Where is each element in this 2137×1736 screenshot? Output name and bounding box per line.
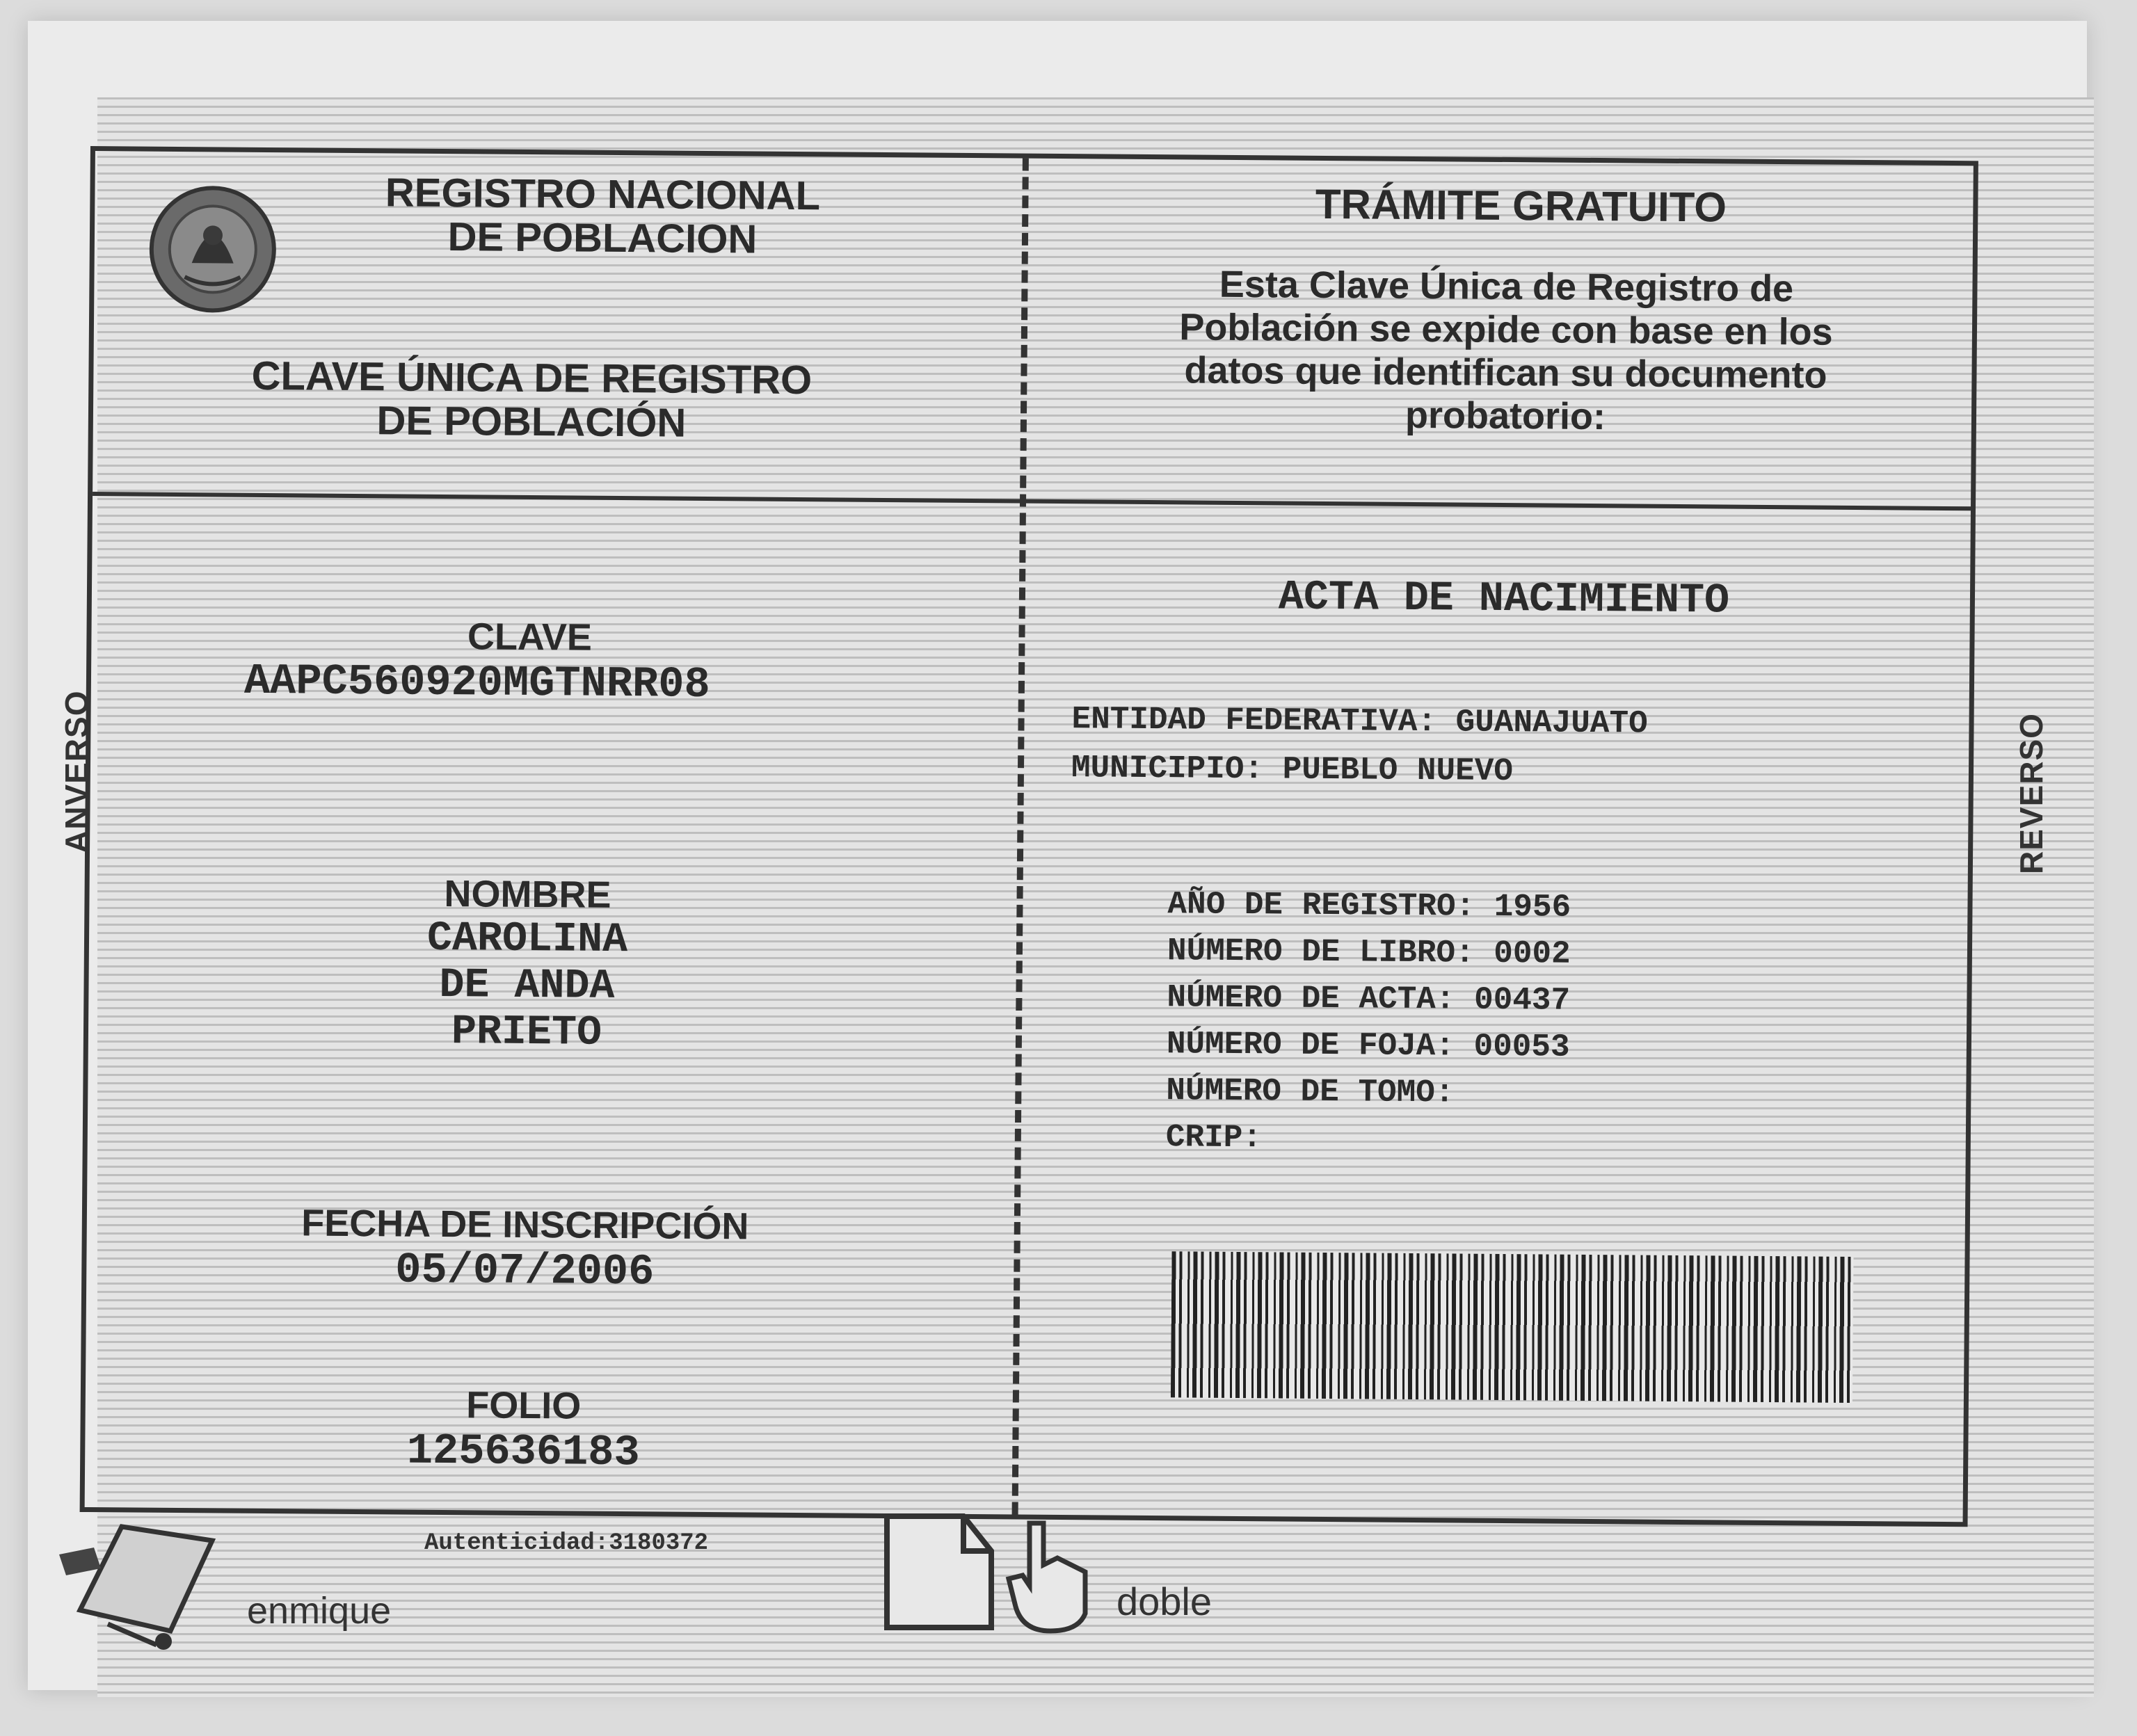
autenticidad-code: Autenticidad:3180372 — [424, 1530, 709, 1557]
reverso-side-label: REVERSO — [2013, 713, 2049, 874]
tramite-gratuito: TRÁMITE GRATUITO — [1315, 180, 1727, 231]
mexican-coat-of-arms-icon — [143, 179, 283, 320]
crip: CRIP: — [1165, 1119, 1263, 1157]
fecha-inscripcion-value: 05/07/2006 — [395, 1245, 655, 1297]
folio-value: 125636183 — [406, 1426, 640, 1478]
clave-label: CLAVE — [467, 616, 593, 659]
pointing-hand-icon — [1002, 1516, 1092, 1634]
doble-label: doble — [1116, 1580, 1212, 1623]
nombre-line2: DE ANDA — [439, 961, 615, 1011]
nombre-label: NOMBRE — [444, 873, 611, 916]
registro-title-line2: DE POBLACION — [447, 214, 758, 262]
curp-card — [80, 146, 1978, 1527]
header-divider — [93, 492, 1971, 511]
documento-probatorio: ACTA DE NACIMIENTO — [1278, 574, 1730, 625]
fecha-inscripcion-label: FECHA DE INSCRIPCIÓN — [301, 1202, 749, 1248]
nombre-line3: PRIETO — [451, 1008, 602, 1057]
barcode — [1171, 1251, 1854, 1403]
fold-line — [1012, 159, 1029, 1515]
municipio: MUNICIPIO: PUEBLO NUEVO — [1071, 750, 1514, 790]
descripcion-line4: probatorio: — [1404, 394, 1606, 438]
clave-unica-title-line2: DE POBLACIÓN — [376, 398, 687, 446]
folded-page-icon — [880, 1509, 1005, 1634]
numero-acta: NÚMERO DE ACTA: 00437 — [1167, 979, 1571, 1019]
laminate-card-icon — [52, 1513, 219, 1652]
nombre-line1: CAROLINA — [426, 915, 628, 965]
registro-title-line1: REGISTRO NACIONAL — [385, 170, 821, 219]
anio-registro: AÑO DE REGISTRO: 1956 — [1167, 886, 1571, 926]
entidad-federativa: ENTIDAD FEDERATIVA: GUANAJUATO — [1071, 701, 1648, 742]
numero-libro: NÚMERO DE LIBRO: 0002 — [1167, 933, 1571, 972]
anverso-side-label: ANVERSO — [58, 690, 95, 853]
enmique-label: enmique — [247, 1590, 392, 1632]
clave-unica-title-line1: CLAVE ÚNICA DE REGISTRO — [251, 353, 813, 403]
curp-value: AAPC560920MGTNRR08 — [243, 656, 710, 710]
folio-label: FOLIO — [466, 1384, 582, 1427]
numero-foja: NÚMERO DE FOJA: 00053 — [1166, 1026, 1570, 1066]
descripcion-line2: Población se expide con base en los — [1179, 306, 1833, 353]
descripcion-line1: Esta Clave Única de Registro de — [1219, 263, 1794, 310]
numero-tomo: NÚMERO DE TOMO: — [1166, 1072, 1455, 1111]
descripcion-line3: datos que identifican su documento — [1184, 349, 1827, 396]
